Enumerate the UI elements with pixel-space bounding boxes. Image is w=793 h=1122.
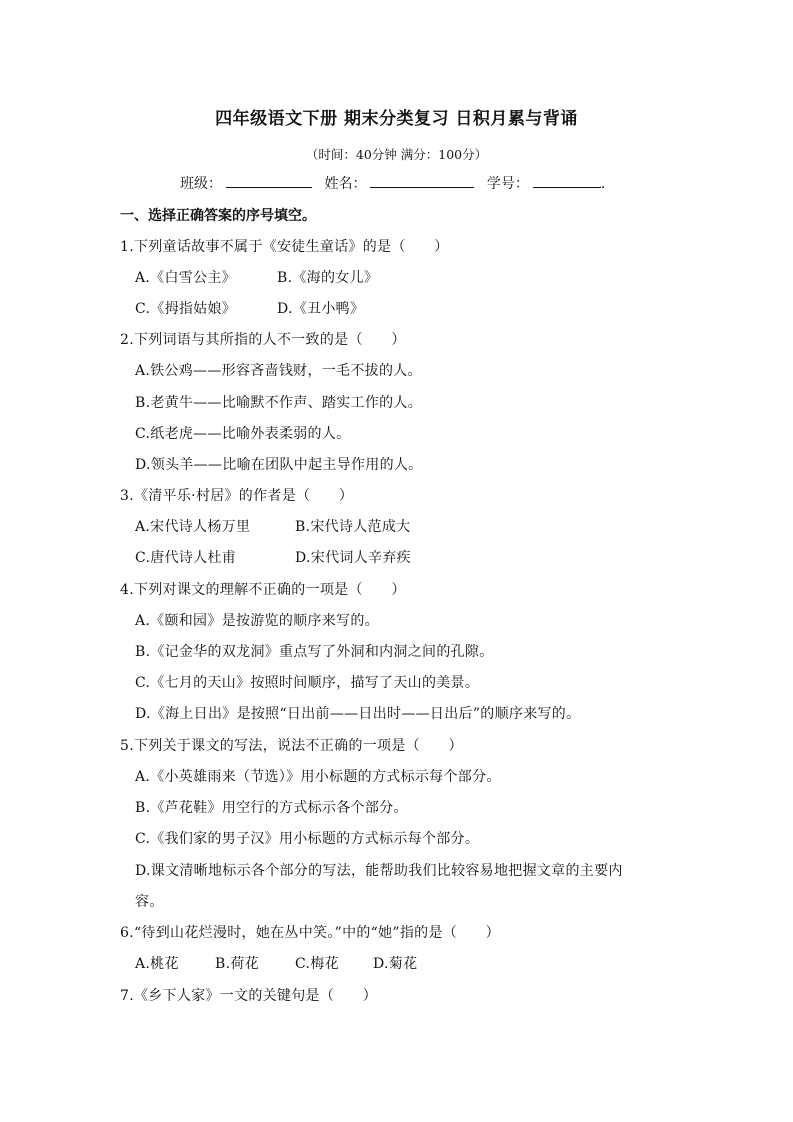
option[interactable]: C.纸老虎——比喻外表柔弱的人。: [135, 426, 351, 442]
question-stem: 7.《乡下人家》一文的关键句是（ ）: [120, 988, 378, 1004]
student-id-label: 学号：: [486, 176, 529, 192]
option-row: [135, 516, 411, 536]
question-stem: 1.下列童话故事不属于《安徒生童话》的是（ ）: [120, 239, 449, 255]
option[interactable]: B.《海的女儿》: [277, 270, 379, 286]
option-row: [135, 267, 379, 287]
option[interactable]: A.《白雪公主》: [135, 270, 236, 286]
option[interactable]: B.《记金华的双龙洞》重点写了外洞和内洞之间的孔隙。: [135, 644, 494, 660]
option[interactable]: C.《我们家的男子汉》用小标题的方式标示每个部分。: [135, 831, 480, 847]
info-end-mark: .: [600, 176, 606, 192]
option-continuation: 容。: [135, 894, 164, 910]
section-heading: 一、选择正确答案的序号填空。: [120, 208, 316, 224]
question-stem: 4.下列对课文的理解不正确的一项是（ ）: [120, 582, 406, 598]
option[interactable]: C.《七月的天山》按照时间顺序，描写了天山的美景。: [135, 675, 480, 691]
name-label: 姓名：: [324, 176, 367, 192]
option[interactable]: D.《海上日出》是按照“日出前——日出时——日出后”的顺序来写的。: [135, 706, 581, 722]
option[interactable]: D.菊花: [373, 956, 418, 972]
option[interactable]: B.宋代诗人范成大: [295, 519, 411, 535]
option[interactable]: D.宋代词人辛弃疾: [295, 550, 411, 566]
question-stem: 2.下列词语与其所指的人不一致的是（ ）: [120, 332, 406, 348]
option[interactable]: D.领头羊——比喻在团队中起主导作用的人。: [135, 457, 423, 473]
exam-time-score: （时间：40分钟 满分：100分）: [305, 147, 488, 162]
option[interactable]: A.《颐和园》是按游览的顺序来写的。: [135, 613, 379, 629]
class-blank[interactable]: [226, 173, 312, 188]
class-label: 班级：: [180, 176, 222, 192]
option[interactable]: D.课文清晰地标示各个部分的写法，能帮助我们比较容易地把握文章的主要内: [135, 863, 623, 879]
option[interactable]: A.桃花: [135, 956, 179, 972]
option-row: [135, 953, 418, 973]
student-id-blank[interactable]: [533, 173, 601, 188]
option[interactable]: C.唐代诗人杜甫: [135, 550, 237, 566]
option[interactable]: A.铁公鸡——形容吝啬钱财，一毛不拔的人。: [135, 363, 422, 379]
option-row: [135, 547, 411, 567]
option[interactable]: A.宋代诗人杨万里: [135, 519, 251, 535]
question-stem: 5.下列关于课文的写法，说法不正确的一项是（ ）: [120, 738, 463, 754]
option[interactable]: A.《小英雄雨来（节选）》用小标题的方式标示每个部分。: [135, 769, 501, 785]
page-title: 四年级语文下册 期末分类复习 日积月累与背诵: [215, 109, 578, 129]
option[interactable]: B.《芦花鞋》用空行的方式标示各个部分。: [135, 800, 408, 816]
option[interactable]: C.《拇指姑娘》: [135, 301, 237, 317]
question-stem: 6.“待到山花烂漫时，她在丛中笑。”中的“她”指的是（ ）: [120, 925, 500, 941]
option[interactable]: B.老黄牛——比喻默不作声、踏实工作的人。: [135, 395, 423, 411]
name-blank[interactable]: [370, 173, 474, 188]
option[interactable]: C.梅花: [295, 956, 339, 972]
option[interactable]: B.荷花: [215, 956, 259, 972]
option-row: [135, 298, 365, 318]
question-stem: 3.《清平乐·村居》的作者是（ ）: [120, 488, 354, 504]
option[interactable]: D.《丑小鸭》: [277, 301, 365, 317]
student-info-row: [180, 173, 605, 193]
